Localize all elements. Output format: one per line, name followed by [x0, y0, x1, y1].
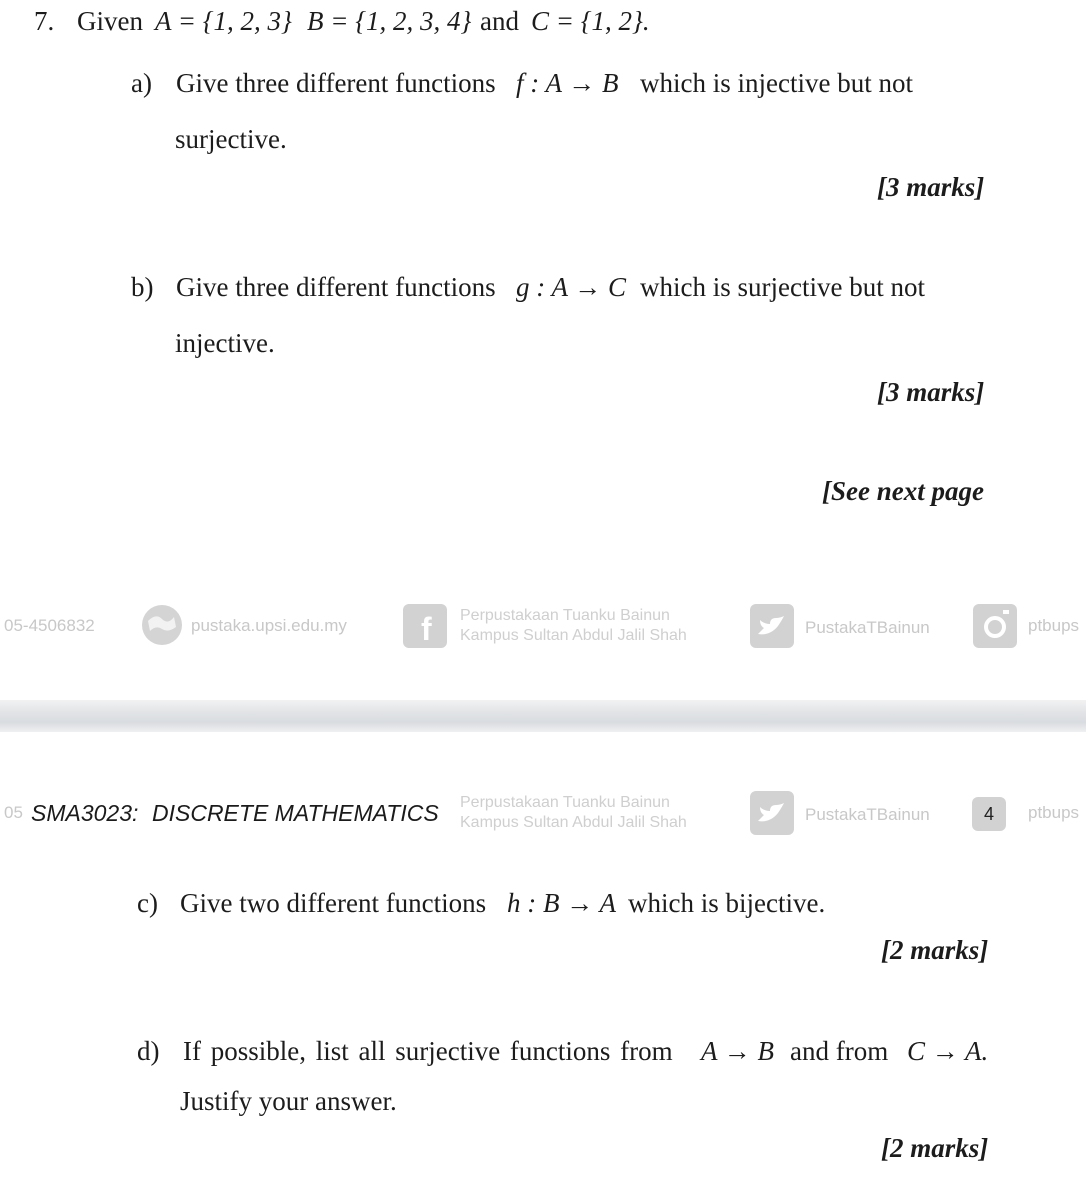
part-a-rest: which is injective but not	[640, 68, 913, 98]
course-code: SMA3023:	[31, 800, 139, 826]
part-b-marks: [3 marks]	[877, 377, 985, 407]
watermark-site: pustaka.upsi.edu.my	[191, 616, 347, 635]
part-c-function: h : B → A	[507, 888, 616, 918]
part-a-marks: [3 marks]	[877, 172, 985, 202]
part-c-rest: which is bijective.	[628, 888, 826, 918]
question-number: 7.	[34, 6, 55, 36]
set-a: A = {1, 2, 3}	[155, 6, 292, 36]
part-c-text: Give two different functions	[180, 888, 487, 918]
part-b-rest: which is surjective but not	[640, 272, 925, 302]
watermark-phone: 05-4506832	[4, 616, 95, 635]
part-b-function: g : A → C	[516, 272, 627, 302]
part-c-marks: [2 marks]	[881, 935, 989, 965]
globe-icon	[140, 603, 184, 647]
course-title: DISCRETE MATHEMATICS	[152, 800, 439, 826]
watermark-phone-prefix: 05	[4, 803, 23, 822]
watermark-library-2	[460, 793, 687, 833]
watermark-instagram-2: ptbups	[1028, 803, 1080, 822]
part-b-label: b)	[131, 272, 154, 302]
watermark-instagram: ptbups	[1028, 616, 1080, 635]
twitter-icon	[750, 604, 794, 648]
part-a-text: Give three different functions	[176, 68, 496, 98]
part-b-text: Give three different functions	[176, 272, 496, 302]
part-c-label: c)	[137, 888, 158, 918]
watermark-library-line2: Kampus Sultan Abdul Jalil Shah	[460, 627, 687, 644]
instagram-icon	[973, 604, 1017, 648]
part-d-label: d)	[137, 1036, 160, 1066]
part-d-line2: Justify your answer.	[180, 1086, 397, 1116]
set-b: B = {1, 2, 3, 4}	[307, 6, 472, 36]
twitter-icon	[750, 791, 794, 835]
part-d-marks: [2 marks]	[881, 1133, 989, 1163]
watermark-library-2-line1: Perpustakaan Tuanku Bainun	[460, 794, 670, 811]
page-divider	[0, 700, 1086, 732]
question-given: Given	[77, 6, 143, 36]
watermark-twitter-2: PustakaTBainun	[805, 805, 930, 824]
part-d-function-1: A → B	[701, 1036, 774, 1066]
facebook-icon	[403, 604, 447, 648]
watermark-library	[460, 606, 687, 646]
part-a-label: a)	[131, 68, 152, 98]
svg-text:f: f	[421, 611, 432, 647]
part-d-mid: and from	[790, 1036, 889, 1066]
page-number: 4	[972, 797, 1006, 831]
part-b-line2: injective.	[175, 328, 275, 358]
watermark-twitter: PustakaTBainun	[805, 618, 930, 637]
part-d-function-2: C → A.	[907, 1036, 989, 1066]
set-c: C = {1, 2}.	[531, 6, 650, 36]
part-a-function: f : A → B	[516, 68, 619, 98]
part-a-line2: surjective.	[175, 124, 287, 154]
watermark-library-line1: Perpustakaan Tuanku Bainun	[460, 607, 670, 624]
part-d-text: If possible, list all surjective functions from	[183, 1036, 673, 1066]
question-and: and	[480, 6, 519, 36]
watermark-library-2-line2: Kampus Sultan Abdul Jalil Shah	[460, 814, 687, 831]
see-next-page: [See next page	[822, 476, 984, 506]
